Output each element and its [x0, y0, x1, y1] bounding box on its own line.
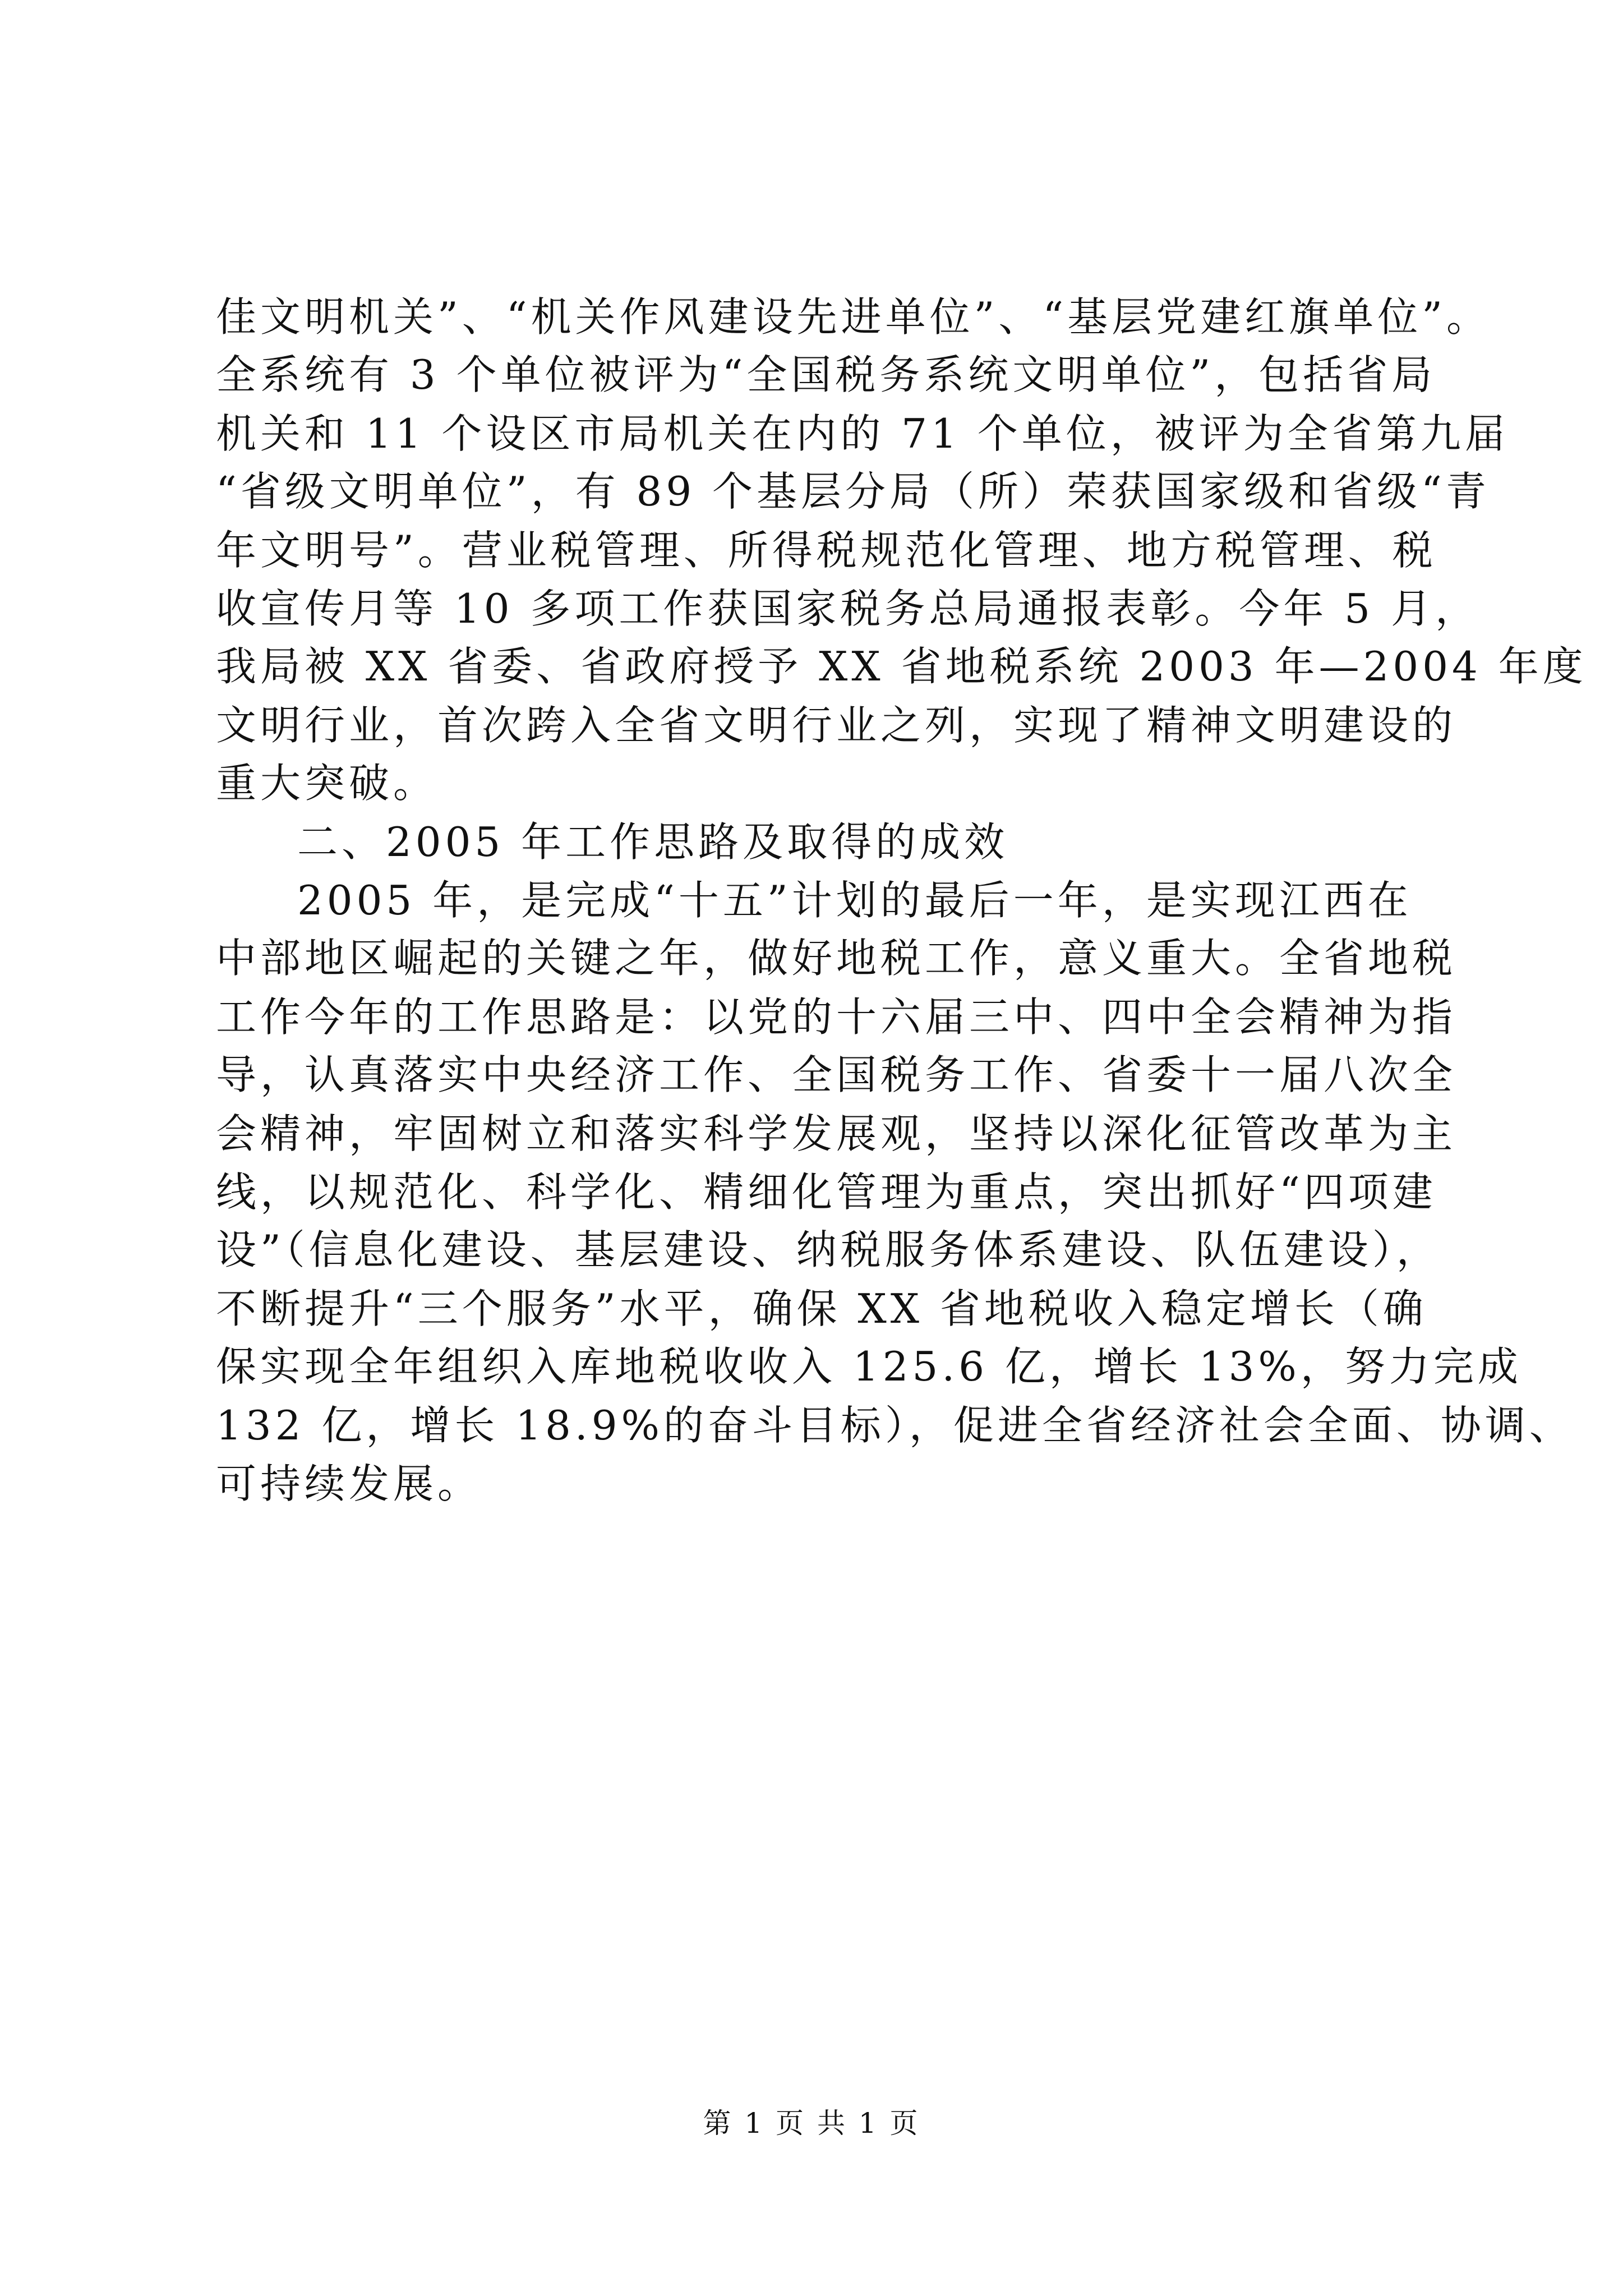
- text-line: 中部地区崛起的关键之年，做好地税工作，意义重大。全省地税: [216, 935, 1457, 982]
- text-line: 工作今年的工作思路是：以党的十六届三中、四中全会精神为指: [216, 993, 1457, 1041]
- text-line: 可持续发展。: [216, 1460, 482, 1507]
- text-line: 我局被 XX 省委、省政府授予 XX 省地税系统 2003 年—2004 年度: [216, 643, 1587, 690]
- page-number-footer: 第 1 页 共 1 页: [703, 2107, 920, 2139]
- text-line: “省级文明单位”，有 89 个基层分局（所）荣获国家级和省级“青: [216, 468, 1490, 515]
- text-line: 收宣传月等 10 多项工作获国家税务总局通报表彰。今年 5 月，: [216, 585, 1479, 632]
- section-heading: 二、2005 年工作思路及取得的成效: [297, 818, 1009, 866]
- text-line: 全系统有 3 个单位被评为“全国税务系统文明单位”，包括省局: [216, 351, 1436, 398]
- text-line: 机关和 11 个设区市局机关在内的 71 个单位，被评为全省第九届: [216, 410, 1509, 457]
- text-line: 132 亿，增长 18.9%的奋斗目标），促进全省经济社会全面、协调、: [216, 1402, 1574, 1449]
- text-line: 线，以规范化、科学化、精细化管理为重点，突出抓好“四项建: [216, 1168, 1437, 1216]
- text-line: 2005 年，是完成“十五”计划的最后一年，是实现江西在: [297, 877, 1412, 924]
- text-line: 不断提升“三个服务”水平，确保 XX 省地税收入稳定增长（确: [216, 1285, 1427, 1332]
- text-line: 文明行业，首次跨入全省文明行业之列，实现了精神文明建设的: [216, 702, 1457, 749]
- text-line: 保实现全年组织入库地税收收入 125.6 亿，增长 13%，努力完成: [216, 1343, 1522, 1390]
- text-line: 年文明号”。营业税管理、所得税规范化管理、地方税管理、税: [216, 527, 1437, 574]
- text-line: 会精神，牢固树立和落实科学发展观，坚持以深化征管改革为主: [216, 1110, 1457, 1157]
- text-line: 重大突破。: [216, 760, 438, 807]
- text-line: 设”（信息化建设、基层建设、纳税服务体系建设、队伍建设），: [216, 1226, 1441, 1273]
- text-line: 佳文明机关”、“机关作风建设先进单位”、“基层党建红旗单位”。: [216, 293, 1491, 341]
- text-line: 导，认真落实中央经济工作、全国税务工作、省委十一届八次全: [216, 1051, 1457, 1098]
